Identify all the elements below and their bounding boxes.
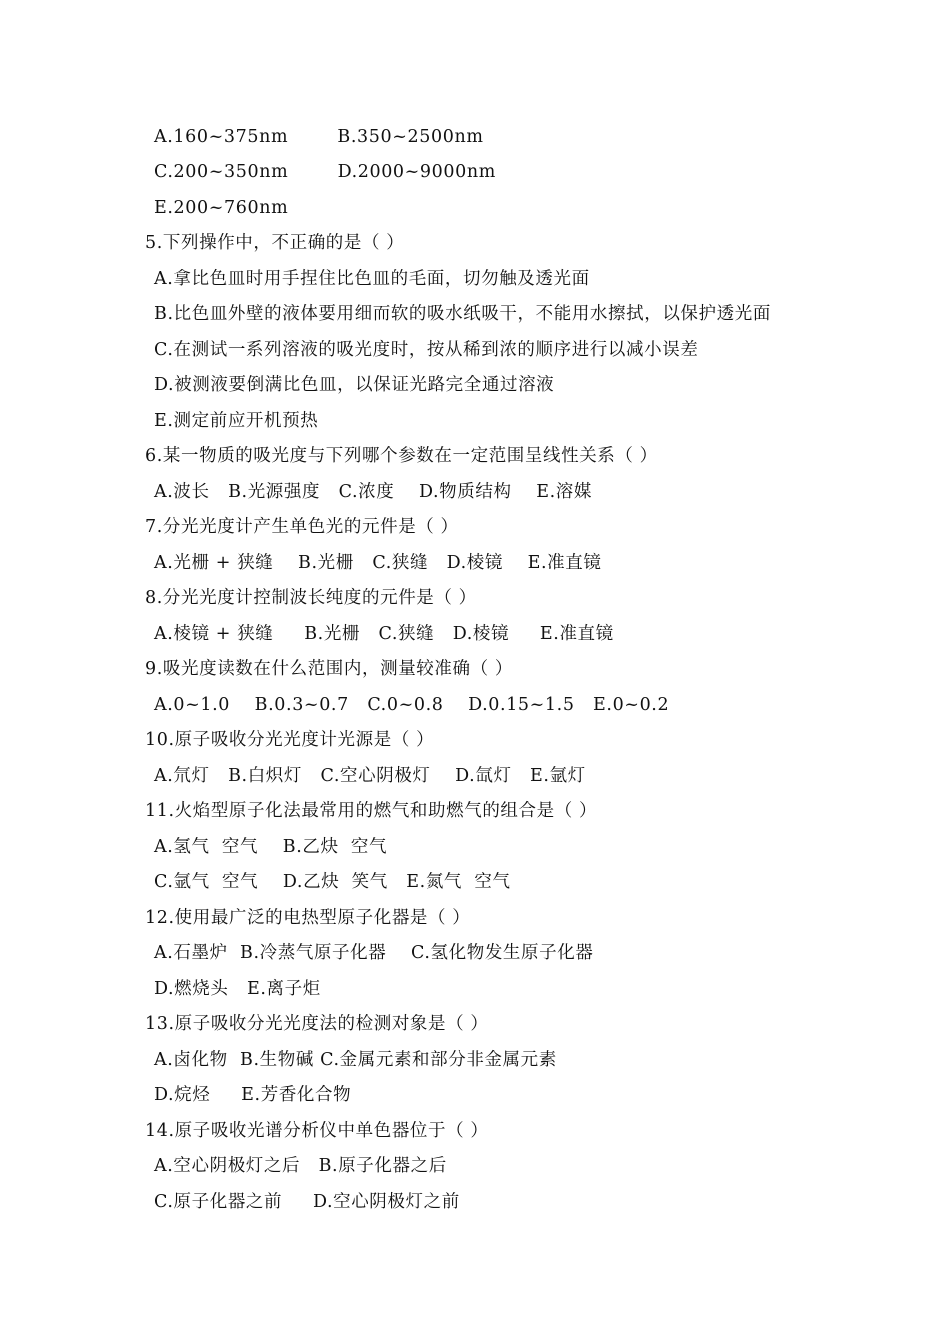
question-10: 10.原子吸收分光光度计光源是（ ） xyxy=(145,730,435,750)
question-6: 6.某一物质的吸光度与下列哪个参数在一定范围呈线性关系（ ） xyxy=(145,446,658,466)
option-line: A.卤化物 B.生物碱 C.金属元素和部分非金属元素 xyxy=(154,1050,557,1070)
option-line: D.烷烃 E.芳香化合物 xyxy=(154,1085,352,1105)
option-line: A.160~375nm B.350~2500nm xyxy=(154,127,484,147)
question-12: 12.使用最广泛的电热型原子化器是（ ） xyxy=(145,908,471,928)
option-line: C.氩气 空气 D.乙炔 笑气 E.氮气 空气 xyxy=(154,872,511,892)
question-7: 7.分光光度计产生单色光的元件是（ ） xyxy=(145,517,459,537)
question-5: 5.下列操作中，不正确的是（ ） xyxy=(145,233,405,253)
question-14: 14.原子吸收光谱分析仪中单色器位于（ ） xyxy=(145,1121,489,1141)
option-line: A.棱镜 + 狭缝 B.光栅 C.狭缝 D.棱镜 E.准直镜 xyxy=(154,624,614,644)
option-line: A.氘灯 B.白炽灯 C.空心阴极灯 D.氙灯 E.氩灯 xyxy=(154,766,586,786)
option-line: C.原子化器之前 D.空心阴极灯之前 xyxy=(154,1192,460,1212)
question-13: 13.原子吸收分光光度法的检测对象是（ ） xyxy=(145,1014,489,1034)
option-line: A.波长 B.光源强度 C.浓度 D.物质结构 E.溶媒 xyxy=(154,482,592,502)
question-9: 9.吸光度读数在什么范围内，测量较准确（ ） xyxy=(145,659,513,679)
question-11: 11.火焰型原子化法最常用的燃气和助燃气的组合是（ ） xyxy=(145,801,598,821)
option-line: D.被测液要倒满比色皿，以保证光路完全通过溶液 xyxy=(154,375,555,395)
question-8: 8.分光光度计控制波长纯度的元件是（ ） xyxy=(145,588,477,608)
option-line: C.在测试一系列溶液的吸光度时，按从稀到浓的顺序进行以减小误差 xyxy=(154,340,699,360)
option-line: D.燃烧头 E.离子炬 xyxy=(154,979,321,999)
option-line: A.空心阴极灯之后 B.原子化器之后 xyxy=(154,1156,447,1176)
option-line: A.光栅 + 狭缝 B.光栅 C.狭缝 D.棱镜 E.准直镜 xyxy=(154,553,602,573)
option-line: C.200~350nm D.2000~9000nm xyxy=(154,162,496,182)
option-line: B.比色皿外壁的液体要用细而软的吸水纸吸干，不能用水擦拭，以保护透光面 xyxy=(154,304,771,324)
option-line: A.0~1.0 B.0.3~0.7 C.0~0.8 D.0.15~1.5 E.0~0.2 xyxy=(154,695,670,715)
option-line: A.氢气 空气 B.乙炔 空气 xyxy=(154,837,388,857)
option-line: A.拿比色皿时用手捏住比色皿的毛面，切勿触及透光面 xyxy=(154,269,590,289)
option-line: E.测定前应开机预热 xyxy=(154,411,319,431)
option-line: E.200~760nm xyxy=(154,198,289,218)
option-line: A.石墨炉 B.冷蒸气原子化器 C.氢化物发生原子化器 xyxy=(154,943,594,963)
